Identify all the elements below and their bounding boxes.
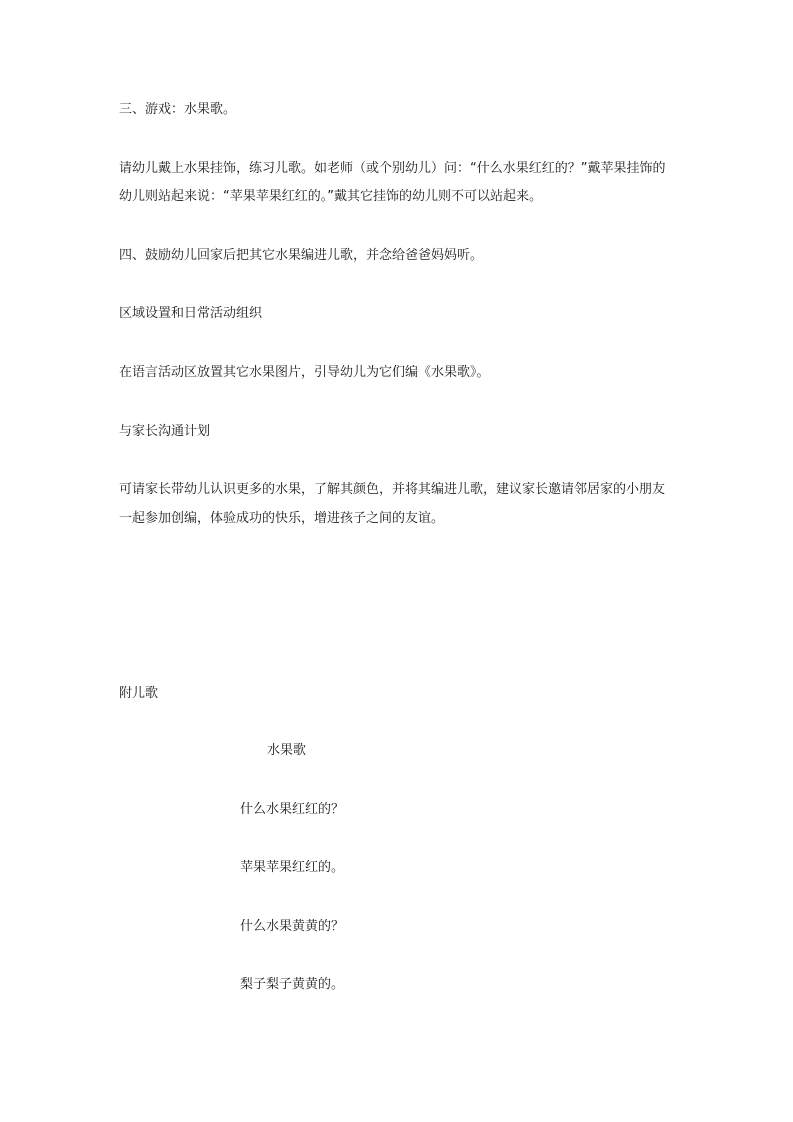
poem-line: 什么水果红红的？: [240, 802, 345, 817]
poem-line: 什么水果黄黄的？: [240, 919, 345, 934]
parent-communication-body-line-1: 可请家长带幼儿认识更多的水果，了解其颜色，并将其编进儿歌，建议家长邀请邻居家的小朋友: [119, 482, 666, 497]
parent-communication-body-line-2: 一起参加创编，体验成功的快乐，增进孩子之间的友谊。: [119, 511, 445, 526]
section-three-body-line-1: 请幼儿戴上水果挂饰，练习儿歌。如老师（或个别幼儿）问：“什么水果红红的？”戴苹果挂饰的: [119, 161, 666, 176]
area-setup-heading: 区域设置和日常活动组织: [119, 306, 263, 321]
section-three-body-line-2: 幼儿则站起来说：“苹果苹果红红的。”戴其它挂饰的幼儿则不可以站起来。: [119, 189, 542, 204]
section-four-heading: 四、鼓励幼儿回家后把其它水果编进儿歌，并念给爸爸妈妈听。: [119, 248, 484, 263]
poem-title: 水果歌: [267, 743, 307, 758]
section-three-heading: 三、游戏：水果歌。: [119, 102, 237, 117]
poem-line: 苹果苹果红红的。: [240, 860, 345, 875]
area-setup-body: 在语言活动区放置其它水果图片，引导幼儿为它们编《水果歌》。: [119, 365, 490, 380]
parent-communication-heading: 与家长沟通计划: [119, 424, 211, 439]
poem-line: 梨子梨子黄黄的。: [240, 977, 345, 992]
appendix-label: 附儿歌: [119, 686, 159, 701]
